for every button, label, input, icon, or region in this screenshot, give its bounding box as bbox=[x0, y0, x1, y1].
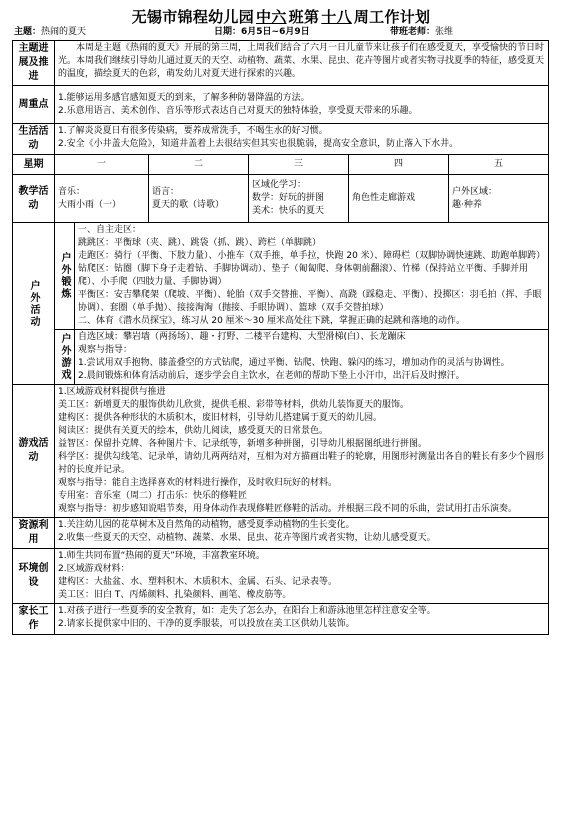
exercise-item: 平衡区：安吉攀爬架（爬坡、平衡）、轮胎（双手交替推、平衡）、高跷（踩稳走、平衡）、投掷区：羽毛拍（挥、手眼协调）、套圈（单手抛）、接接淘淘（抛接、手眼协调）、篮球（双手交替拍球） bbox=[78, 290, 542, 313]
parents-cell bbox=[55, 604, 549, 635]
row-resources bbox=[13, 518, 549, 549]
weekday-thu: 四 bbox=[349, 155, 449, 175]
teaching-mon-title: 大雨小雨（一） bbox=[58, 199, 122, 210]
outdoor-game-cell bbox=[75, 330, 549, 385]
row-environment bbox=[13, 549, 549, 604]
teacher-label: 带班老师： bbox=[390, 27, 436, 37]
resources-cell bbox=[55, 518, 549, 549]
class-word: 班第 bbox=[288, 8, 320, 26]
focus-cell bbox=[55, 86, 549, 124]
focus-label: 周重点 bbox=[13, 86, 55, 124]
teaching-mon bbox=[55, 175, 149, 223]
games-item: 科学区：提供勾线笔、记录单，请幼儿两两结对，互相为对方描画出鞋子的轮廓，用图形衬测量出各自的鞋长有多少个圆形衬的长度并记录。 bbox=[58, 452, 545, 475]
parents-label: 家长工作 bbox=[13, 604, 55, 635]
weekday-mon: 一 bbox=[55, 155, 149, 175]
row-focus bbox=[13, 86, 549, 124]
teaching-wed bbox=[249, 175, 349, 223]
school-name: 无锡市锦程幼儿园 bbox=[131, 8, 255, 26]
environment-label: 环境创设 bbox=[13, 549, 55, 604]
environment-item: 1.师生共同布置“热闹的夏天”环境，丰富教室环境。 bbox=[58, 551, 265, 561]
life-item: 1.了解炎炎夏日有很多传染病，要养成常洗手，不喝生水的好习惯。 bbox=[58, 126, 328, 136]
weekday-label: 星期 bbox=[13, 155, 55, 175]
teaching-mon-subject: 音乐： bbox=[58, 186, 86, 197]
games-item: 1.区域游戏材料提供与推进 bbox=[58, 387, 166, 397]
theme-value: 热闹的夏天 bbox=[41, 27, 87, 37]
outdoor-game-label: 户外游戏 bbox=[55, 330, 75, 385]
teaching-tue-title: 夏天的歌（诗歌） bbox=[152, 199, 225, 210]
row-outdoor-game bbox=[13, 330, 549, 385]
environment-item: 建构区：大盐盆、水、塑料积木、木质积木、金属、石头、记录表等。 bbox=[58, 577, 338, 587]
page-title bbox=[0, 6, 562, 27]
outdoor-exercise-label: 户外锻炼 bbox=[55, 223, 75, 330]
resources-item: 2.收集一些夏天的天空、动植物、蔬菜、水果、昆虫、花卉等图片或者实物，让幼儿感受夏天。 bbox=[58, 533, 436, 543]
row-outdoor-exercise bbox=[13, 223, 549, 330]
teaching-wed-subject: 区域化学习： bbox=[252, 180, 307, 190]
teaching-fri-subject: 户外区域： bbox=[452, 186, 498, 197]
outdoor-game-item: 2.晨间锻炼和体育活动前后，逐步学会自主饮水，在老师的帮助下垫上小汗巾，出汗后及时擦汗。 bbox=[78, 371, 465, 381]
weekday-wed: 三 bbox=[249, 155, 349, 175]
row-weekdays bbox=[13, 155, 549, 175]
teaching-tue bbox=[149, 175, 249, 223]
environment-item: 美工区：旧白 T、丙烯颜料、扎染颜料、画笔、橡皮筋等。 bbox=[58, 590, 292, 600]
weekday-fri: 五 bbox=[449, 155, 549, 175]
weekday-tue: 二 bbox=[149, 155, 249, 175]
exercise-item: 走跑区：骑行（平衡、下肢力量）、小推车（双手推，单手拉，快跑 20 米）、障碍栏（双脚协调快速跳、助跑单脚跨） bbox=[78, 251, 546, 261]
exercise-item: 钻爬区：钻圈（脚下身子走着钻、手脚协调动）、垫子（匍匐爬、身体朝前翻滚）、竹梯（保持站立平衡、手脚并用爬）、小手爬（四肢力量、手脚协调） bbox=[78, 264, 529, 287]
teaching-tue-subject: 语言： bbox=[152, 186, 180, 197]
parents-item: 2.请家长提供家中旧的、干净的夏季服装，可以投放在美工区供幼儿装饰。 bbox=[58, 619, 355, 629]
outdoor-game-item: 观察与指导： bbox=[78, 345, 133, 355]
row-life bbox=[13, 124, 549, 155]
games-item: 益智区：保留扑克牌、各种图片卡、记录纸等，新增多种拼图，引导幼儿根据图纸进行拼图。 bbox=[58, 439, 428, 449]
environment-cell bbox=[55, 549, 549, 604]
exercise-item: 二、体育《潜水员探宝》，练习从 20 厘米～30 厘米高处往下跳，掌握正确的起跳和落地的动作。 bbox=[78, 316, 465, 326]
title-suffix: 周工作计划 bbox=[353, 8, 431, 26]
environment-item: 2.区域游戏材料： bbox=[58, 564, 130, 574]
date-value: 6月5日~6月9日 bbox=[241, 27, 310, 37]
focus-item: 2.乐意用语言、美术创作、音乐等形式表达自己对夏天的独特体验，享受夏天带来的乐趣。 bbox=[58, 105, 418, 116]
life-cell bbox=[55, 124, 549, 155]
teaching-fri bbox=[449, 175, 549, 223]
teacher-value: 张维 bbox=[435, 27, 454, 37]
outdoor-game-item: 1.尝试用双手抱物、膝盖叠空的方式钻爬，通过平衡、钻爬、快跑、躲闪的练习，增加动作的灵活与协调性。 bbox=[78, 358, 510, 368]
row-theme-progress bbox=[13, 41, 549, 86]
teaching-thu-title: 角色性走廊游戏 bbox=[352, 193, 416, 203]
theme-meta bbox=[14, 26, 86, 38]
theme-progress-text: 本周是主题《热闹的夏天》开展的第三周，上周我们结合了六月一日儿童节来让孩子们在感受夏天，享受愉快的节日时光。本周我们继续引导幼儿通过夏天的天空、动植物、蔬菜、水果、昆虫、花卉等图片或者实物寻找夏季的特征，感受夏天的温度，描绘夏天的色彩，萌发幼儿对夏天进行探索的兴趣。 bbox=[58, 43, 545, 79]
teaching-wed-art: 美术：快乐的夏天 bbox=[252, 206, 325, 216]
exercise-item: 跳跳区：平衡球（夹、跳）、跳袋（抓、跳）、跨栏（单脚跳） bbox=[78, 238, 322, 248]
teaching-fri-title: 趣·种养 bbox=[452, 199, 482, 210]
theme-progress-cell bbox=[55, 41, 549, 86]
exercise-item: 一、自主走区： bbox=[78, 225, 142, 235]
resources-item: 1.关注幼儿园的花草树木及自然角的动植物，感受夏季动植物的生长变化。 bbox=[58, 520, 355, 530]
date-label: 日期： bbox=[214, 27, 242, 37]
row-teaching bbox=[13, 175, 549, 223]
life-label: 生活活动 bbox=[13, 124, 55, 155]
parents-item: 1.对孩子进行一些夏季的安全教育，如：走失了怎么办，在阳台上和游泳池里怎样注意安全等。 bbox=[58, 606, 436, 616]
games-item: 观察与指导：初步感知说唱节奏，用身体动作表现修鞋匠修鞋的活动。并根据三段不同的乐曲，尝试用打击乐演奏。 bbox=[58, 504, 518, 514]
outdoor-label: 户外活动 bbox=[13, 223, 55, 385]
games-item: 美工区：新增夏天的服饰供幼儿欣赏，提供毛根、彩带等材料，供幼儿装饰夏天的服饰。 bbox=[58, 400, 410, 410]
games-item: 建构区：提供各种形状的木质积木，废旧材料，引导幼儿搭建属于夏天的幼儿园。 bbox=[58, 413, 383, 423]
row-games bbox=[13, 385, 549, 518]
teaching-thu bbox=[349, 175, 449, 223]
games-label: 游戏活动 bbox=[13, 385, 55, 518]
outdoor-game-item: 自选区域：攀岩墙（两扬场）、趣・打野、二楼平台建构、大型滑梯(白）、长龙蹦床 bbox=[78, 332, 406, 342]
row-parents bbox=[13, 604, 549, 635]
teaching-label: 教学活动 bbox=[13, 175, 55, 223]
weekly-plan-table bbox=[12, 40, 549, 635]
games-item: 观察与指导：能自主选择喜欢的材料进行操作，及时收归玩好的材料。 bbox=[58, 478, 338, 488]
teaching-wed-math: 数学：好玩的拼图 bbox=[252, 193, 325, 203]
week-number: 十八 bbox=[321, 8, 352, 26]
date-meta bbox=[214, 26, 310, 38]
games-cell bbox=[55, 385, 549, 518]
resources-label: 资源利用 bbox=[13, 518, 55, 549]
focus-item: 1.能够运用多感官感知夏天的到来，了解多种防暑降温的方法。 bbox=[58, 92, 310, 103]
life-item: 2.安全《小井盖大危险》，知道井盖着上去很结实但其实也很脆弱，提高安全意识，防止落入下水井。 bbox=[58, 139, 459, 149]
teacher-meta bbox=[390, 26, 453, 38]
theme-progress-label: 主题进展及推进 bbox=[13, 41, 55, 86]
theme-label: 主题： bbox=[14, 27, 42, 37]
games-item: 阅读区：提供有关夏天的绘本，供幼儿阅读，感受夏天的日常景色。 bbox=[58, 426, 329, 436]
class-grade: 中六 bbox=[256, 8, 287, 26]
games-item: 专用室：音乐室（周二）打击乐：快乐的修鞋匠 bbox=[58, 491, 248, 501]
outdoor-exercise-cell bbox=[75, 223, 549, 330]
